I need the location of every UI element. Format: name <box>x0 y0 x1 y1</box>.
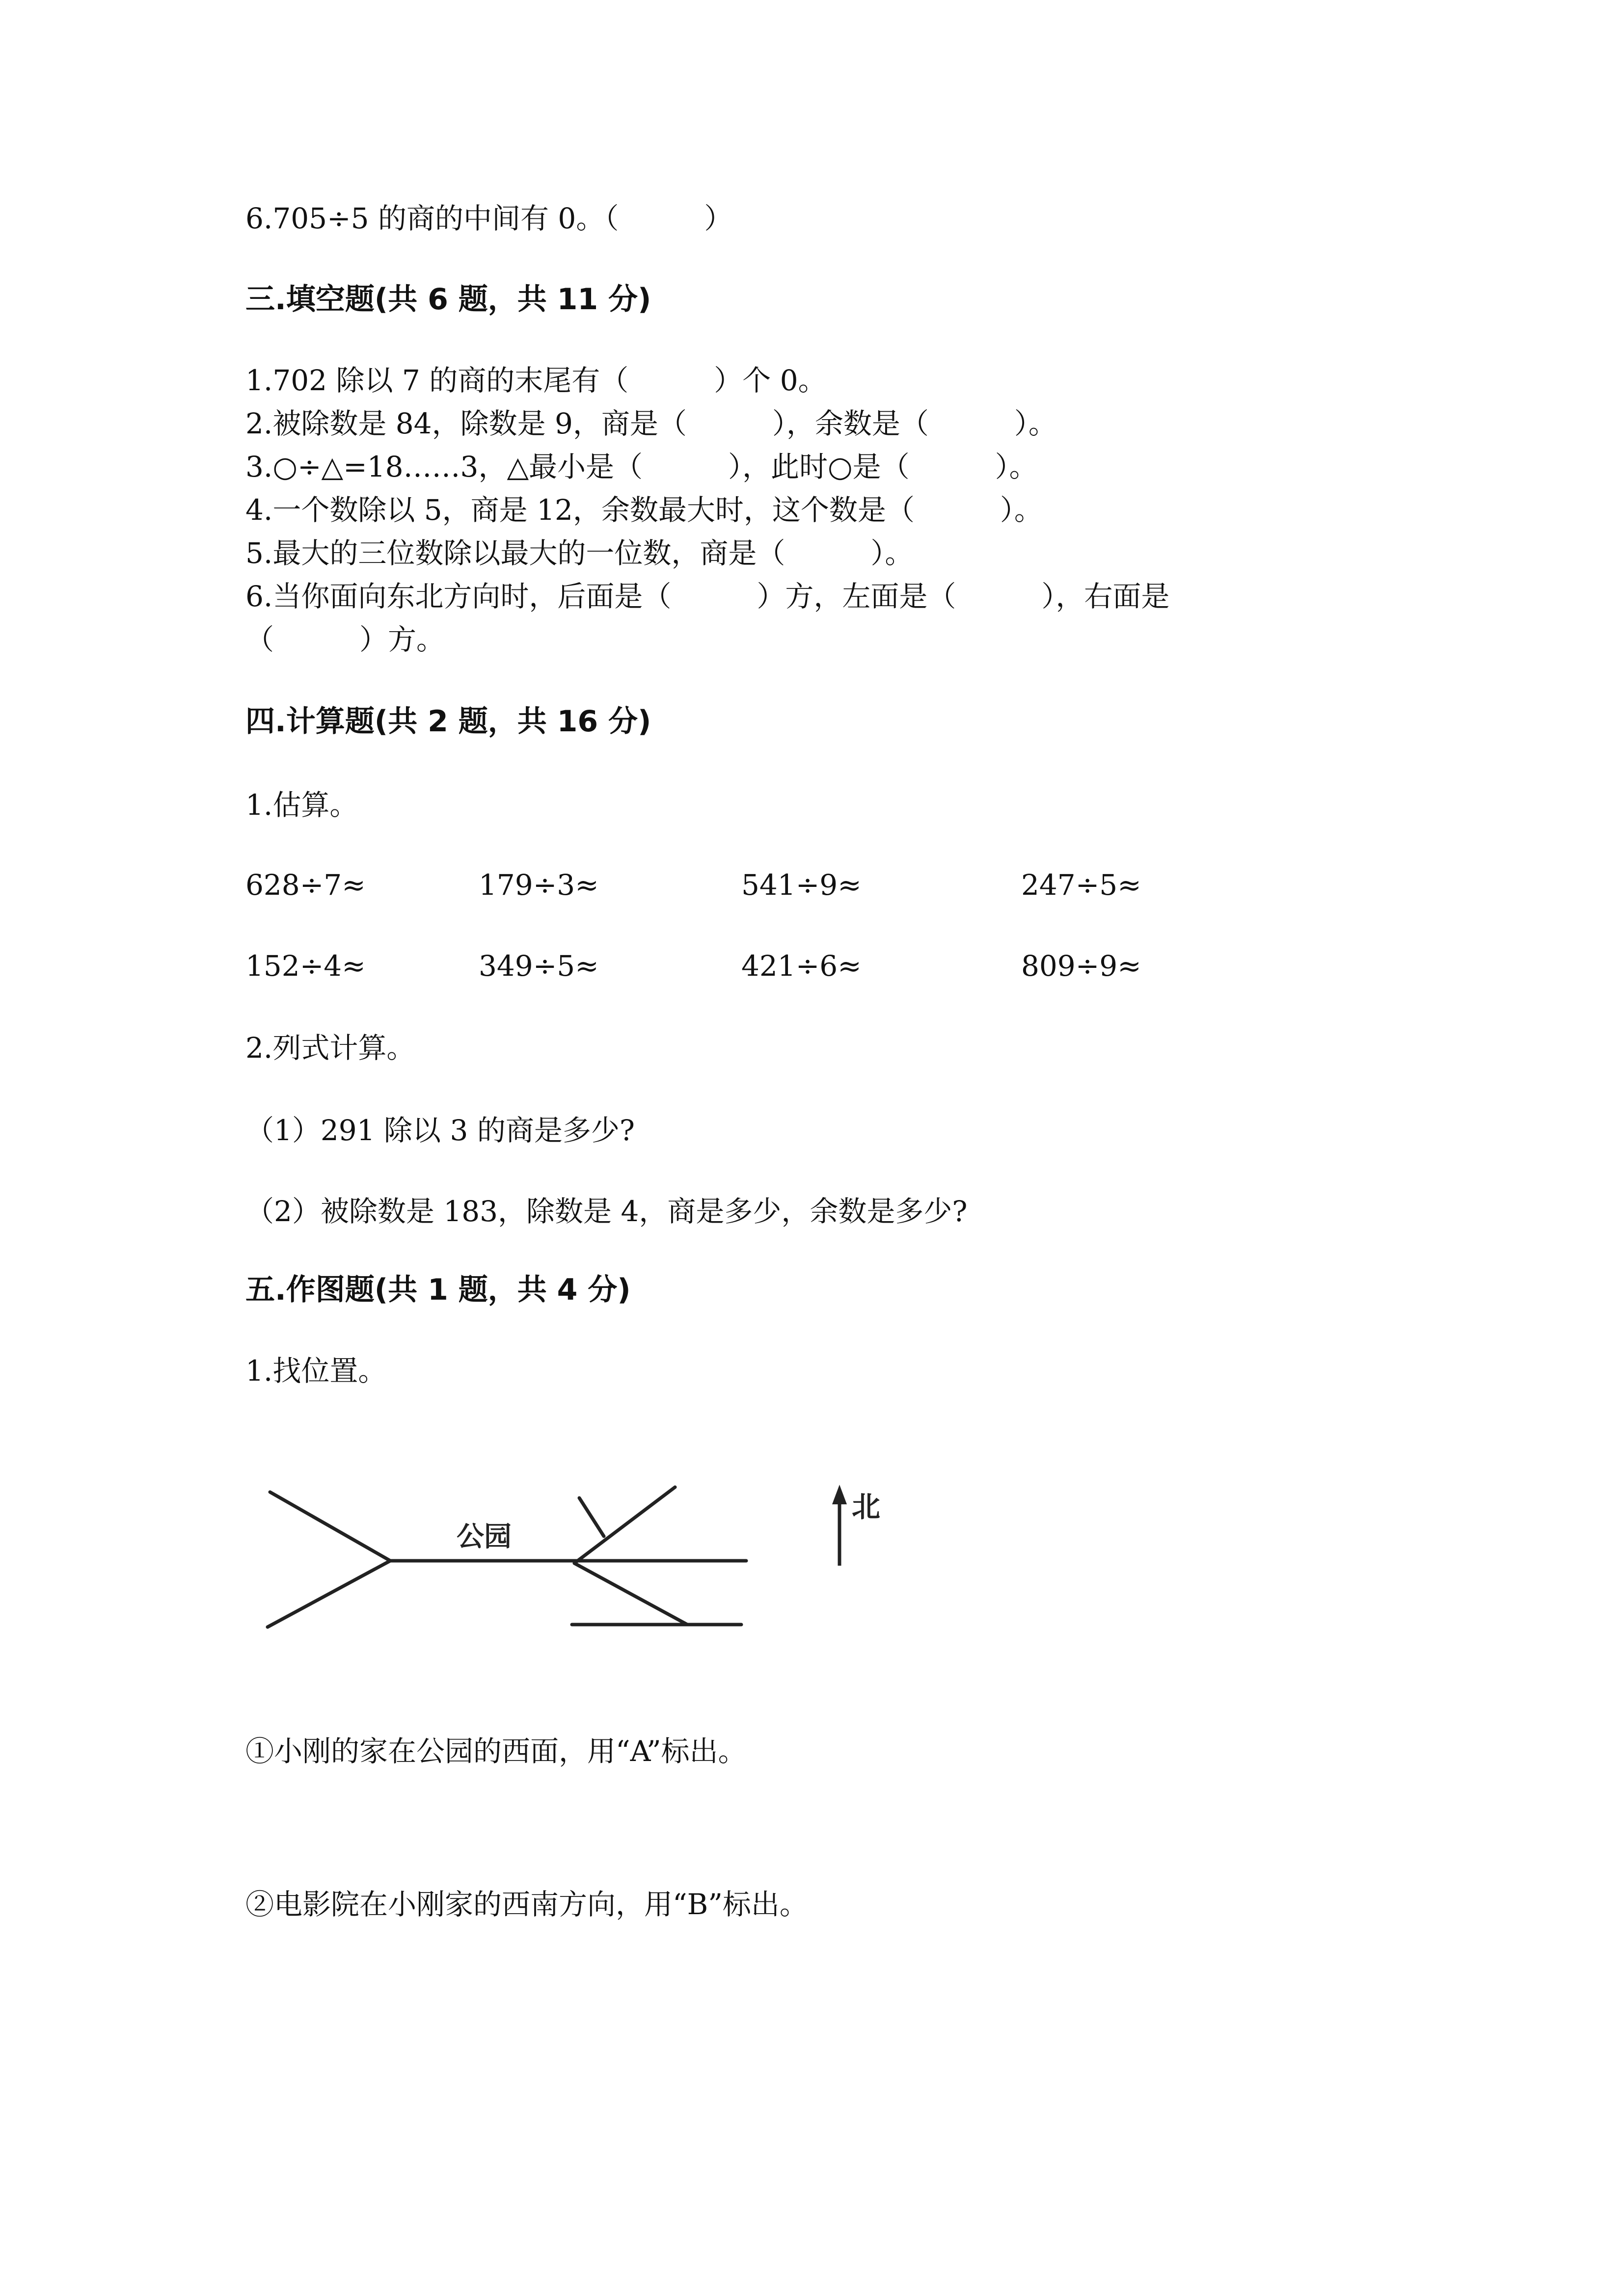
fill-question-6: 6.当你面向东北方向时，后面是（ ）方，左面是（ ），右面是 <box>245 580 1170 613</box>
estimate-5: 152÷4≈ <box>245 949 366 983</box>
estimate-3: 541÷9≈ <box>741 868 862 902</box>
road-right-lower <box>574 1563 687 1625</box>
calc-question-2-sub-1: （1）291 除以 3 的商是多少? <box>245 1114 635 1147</box>
north-arrow-icon <box>832 1485 847 1566</box>
road-left-upper <box>270 1492 390 1561</box>
estimate-1: 628÷7≈ <box>245 868 366 902</box>
fill-question-5: 5.最大的三位数除以最大的一位数，商是（ ）。 <box>245 536 914 570</box>
north-label: 北 <box>852 1490 881 1523</box>
fill-question-3: 3.○÷△=18……3，△最小是（ ），此时○是（ ）。 <box>245 450 1038 483</box>
road-right-short <box>579 1498 604 1536</box>
section-3-heading: 三.填空题(共 6 题，共 11 分) <box>245 282 651 317</box>
road-left-lower <box>268 1561 390 1627</box>
estimate-8: 809÷9≈ <box>1021 949 1141 983</box>
fill-question-1: 1.702 除以 7 的商的末尾有（ ）个 0。 <box>245 364 827 397</box>
fill-question-6-continued: （ ）方。 <box>245 623 445 656</box>
road-right-upper <box>574 1487 675 1563</box>
section-4-heading: 四.计算题(共 2 题，共 16 分) <box>245 704 651 739</box>
estimate-4: 247÷5≈ <box>1021 868 1141 902</box>
road-map-figure <box>255 1463 943 1649</box>
park-label: 公园 <box>457 1521 512 1553</box>
calc-question-2-label: 2.列式计算。 <box>245 1031 415 1065</box>
fill-question-2: 2.被除数是 84，除数是 9，商是（ ），余数是（ ）。 <box>245 407 1057 440</box>
estimate-7: 421÷6≈ <box>741 949 862 983</box>
road-lines <box>268 1487 746 1627</box>
drawing-question-1-label: 1.找位置。 <box>245 1354 387 1388</box>
fill-question-4: 4.一个数除以 5，商是 12，余数最大时，这个数是（ ）。 <box>245 493 1043 527</box>
estimate-6: 349÷5≈ <box>479 949 599 983</box>
calc-question-1-label: 1.估算。 <box>245 788 358 822</box>
estimate-2: 179÷3≈ <box>479 868 599 902</box>
drawing-instruction-1: ①小刚的家在公园的西面，用“A”标出。 <box>245 1735 747 1768</box>
judgement-question-6: 6.705÷5 的商的中间有 0。（ ） <box>245 202 733 235</box>
section-5-heading: 五.作图题(共 1 题，共 4 分) <box>245 1273 631 1307</box>
drawing-instruction-2: ②电影院在小刚家的西南方向，用“B”标出。 <box>245 1888 808 1921</box>
calc-question-2-sub-2: （2）被除数是 183，除数是 4，商是多少，余数是多少? <box>245 1195 968 1228</box>
